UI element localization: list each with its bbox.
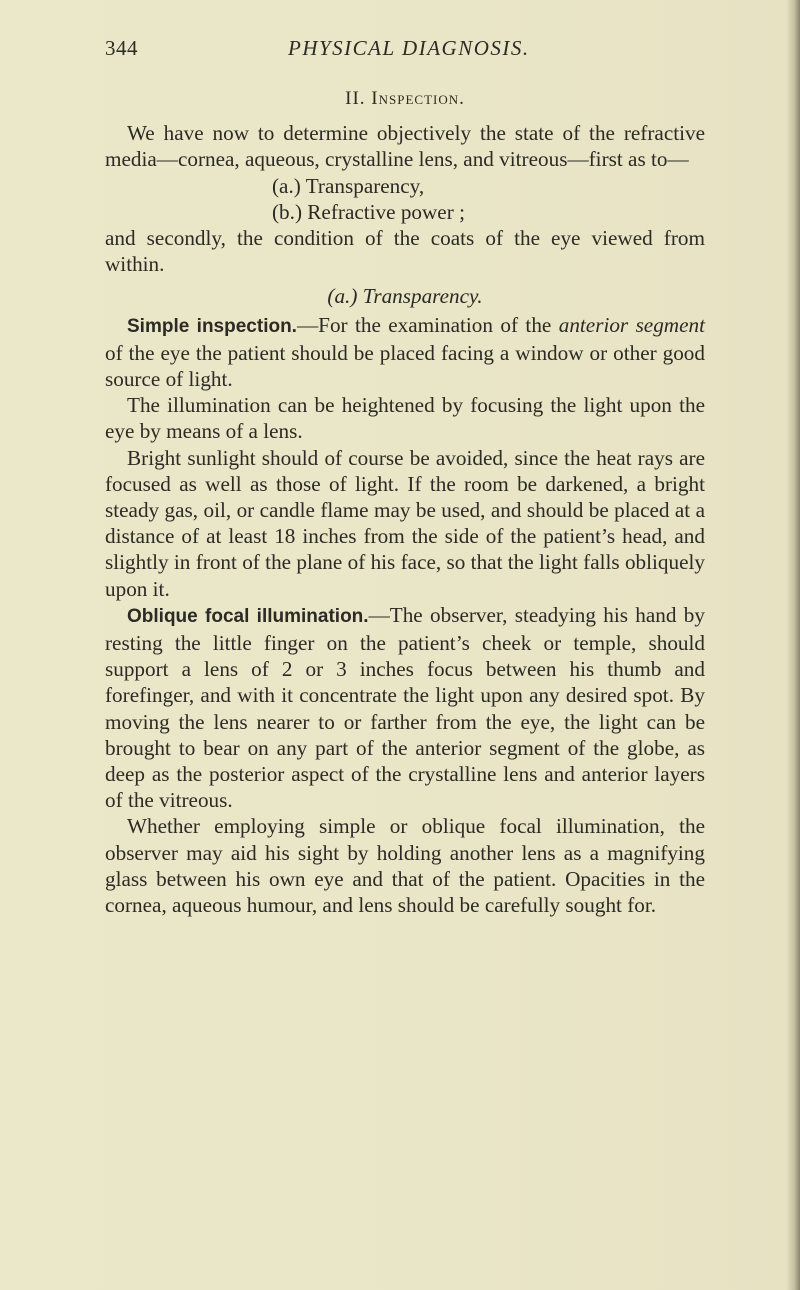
intro-continued-paragraph: and secondly, the condition of the coats of the eye viewed from within. xyxy=(105,226,705,277)
simple-inspection-label: Simple inspection. xyxy=(127,315,297,337)
page-number: 344 xyxy=(105,36,138,60)
running-title: PHYSICAL DIAGNOSIS. xyxy=(288,36,530,60)
anterior-segment-term: anterior segment xyxy=(558,312,705,337)
oblique-illumination-label: Oblique focal illumination. xyxy=(127,605,369,627)
simple-inspection-text-continued: of the eye the patient should be placed facing a window or other good source of light. xyxy=(105,340,705,392)
intro-paragraph: We have now to determine objectively the state of the refractive media—cornea, aqueous, crystalline lens, and vitreous—first as to— xyxy=(105,121,705,172)
list-item: (b.) Refractive power ; xyxy=(272,199,465,224)
magnifying-paragraph: Whether employing simple or oblique focal illumination, the observer may aid his sight by holding another lens as a magnifying glass between his own eye and that of the patient. Opacities in the cornea, aqueous humour, and lens should be carefully sought for. xyxy=(105,814,705,918)
running-head xyxy=(105,36,705,66)
oblique-illumination-text: —The observer, steadying his hand by resting the little finger on the patient’s cheek or temple, should support a lens of 2 or 3 inches focus between his thumb and forefinger, and with it concentrate the light upon any desired spot. By moving the lens nearer to or farther from the eye, the light can be brought to bear on any part of the anterior segment of the globe, as deep as the posterior aspect of the crystalline lens and anterior layers of the vitreous. xyxy=(105,602,705,813)
section-heading: II. Inspection. xyxy=(345,88,465,109)
subsection-heading: (a.) Transparency. xyxy=(327,284,483,309)
simple-inspection-paragraph xyxy=(105,312,705,393)
list-item: (a.) Transparency, xyxy=(272,173,425,198)
oblique-illumination-paragraph xyxy=(105,602,705,814)
page-edge-shadow xyxy=(786,0,800,1290)
simple-inspection-text: —For the examination of the xyxy=(296,312,559,337)
sunlight-paragraph: Bright sunlight should of course be avoided, since the heat rays are focused as well as those of light. If the room be darkened, a bright steady gas, oil, or candle flame may be used, and should be placed at a distance of at least 18 inches from the side of the patient’s head, and slightly in front of the plane of his face, so that the light falls obliquely upon it. xyxy=(105,445,705,601)
illumination-paragraph: The illumination can be heightened by focusing the light upon the eye by means of a lens. xyxy=(105,393,705,444)
page-content xyxy=(105,86,705,918)
criteria-list xyxy=(105,173,705,225)
